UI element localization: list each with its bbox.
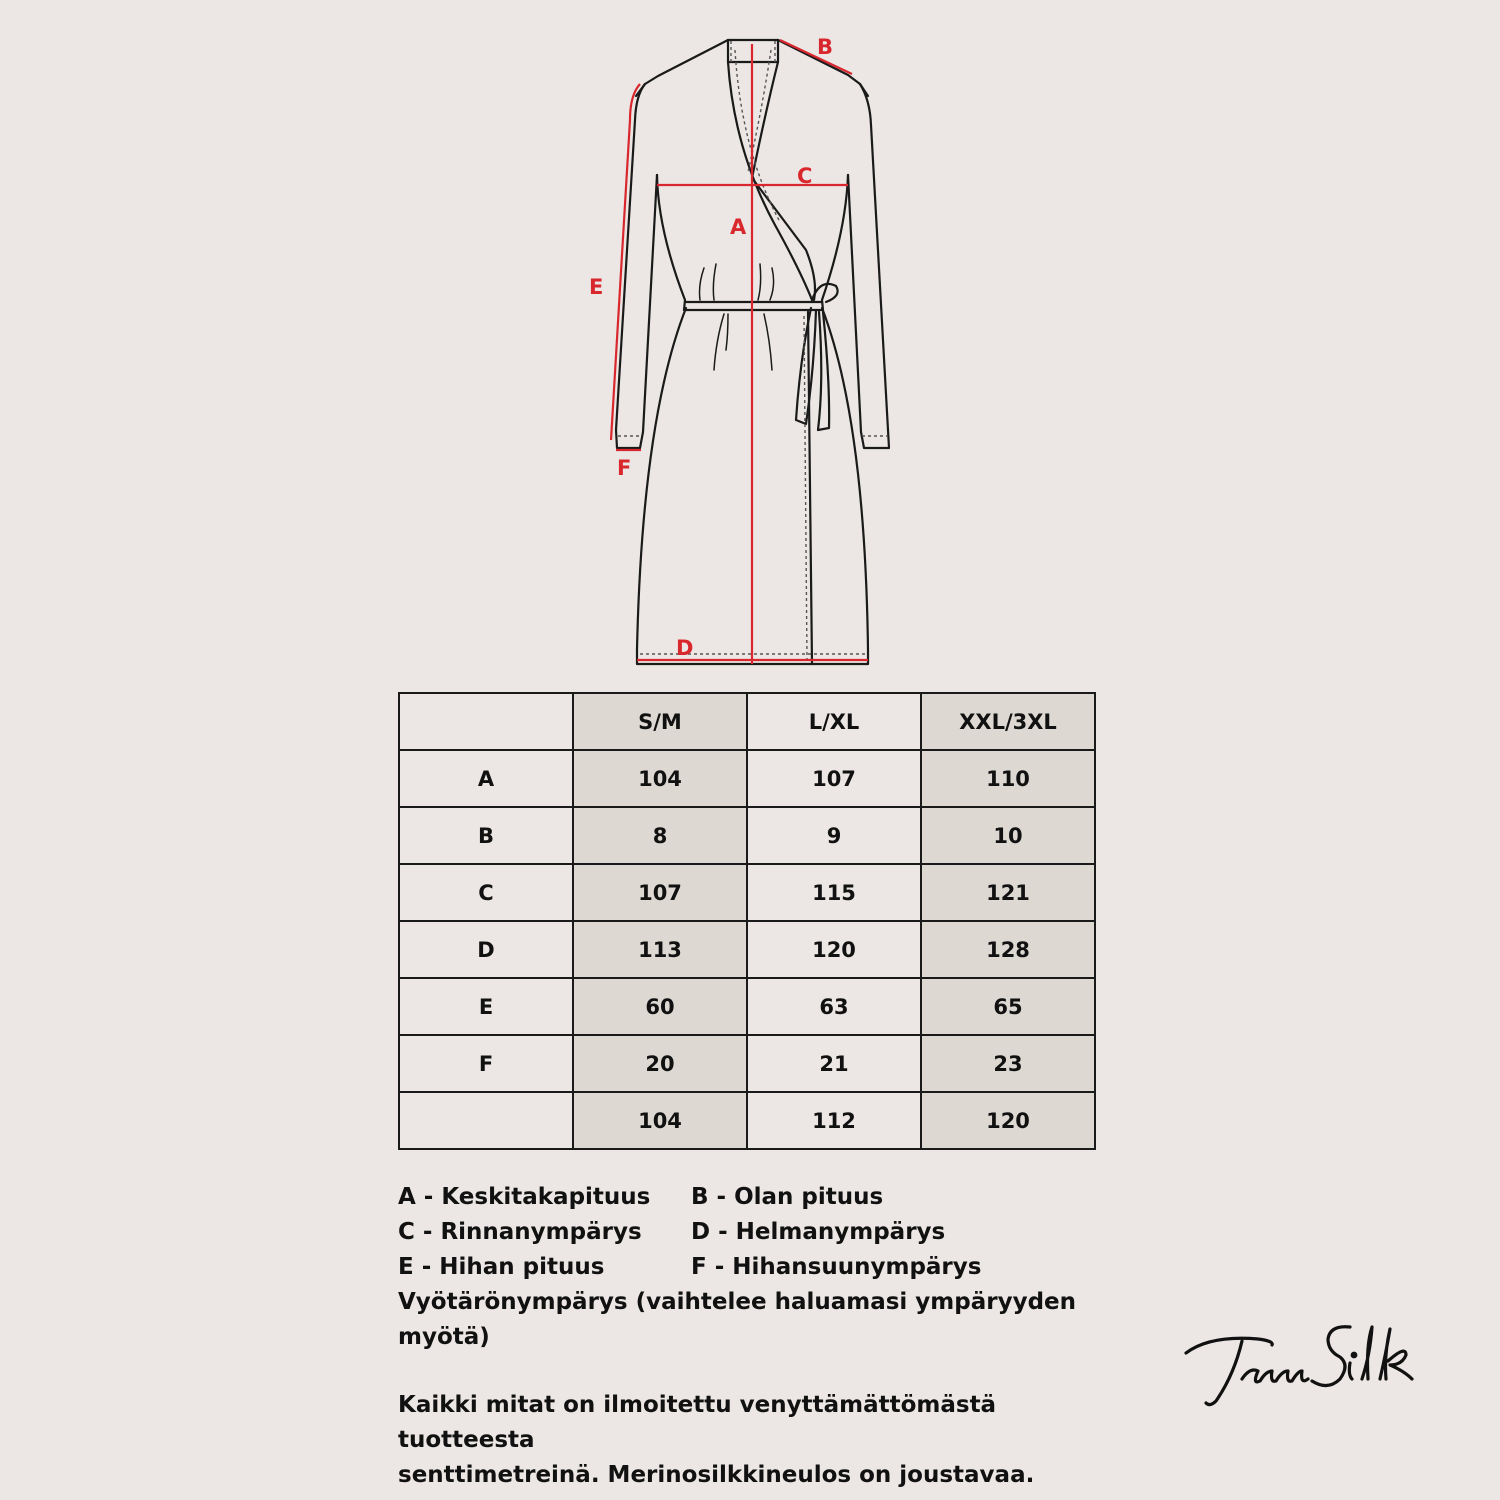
table-cell: 104 (573, 750, 747, 807)
measurement-note (398, 1388, 1118, 1493)
table-row (399, 807, 1095, 864)
legend-item-e: E - Hihan pituus (398, 1254, 605, 1280)
legend-waist-line2: myötä) (398, 1324, 490, 1350)
table-cell: 120 (747, 921, 921, 978)
table-cell: C (399, 864, 573, 921)
signature-logo-icon (1180, 1305, 1420, 1415)
table-cell: B (399, 807, 573, 864)
note-line2: senttimetreinä. Merinosilkkineulos on joustavaa. (398, 1462, 1035, 1488)
legend-waist-line1: Vyötärönympärys (vaihtelee haluamasi ympäryyden (398, 1289, 1077, 1315)
table-cell: 120 (921, 1092, 1095, 1149)
table-row (399, 1035, 1095, 1092)
table-cell: 113 (573, 921, 747, 978)
legend-item-b: B - Olan pituus (691, 1184, 884, 1210)
table-header-row (399, 693, 1095, 750)
label-f: F (617, 456, 632, 480)
table-cell: 110 (921, 750, 1095, 807)
table-header-cell: S/M (573, 693, 747, 750)
size-table (398, 692, 1096, 1150)
table-cell: 10 (921, 807, 1095, 864)
table-cell: 60 (573, 978, 747, 1035)
table-cell: 128 (921, 921, 1095, 978)
table-row (399, 750, 1095, 807)
table-cell (399, 1092, 573, 1149)
label-a: A (730, 215, 747, 239)
table-cell: 107 (747, 750, 921, 807)
note-line1: Kaikki mitat on ilmoitettu venyttämättömästä tuotteesta (398, 1392, 997, 1453)
table-row (399, 1092, 1095, 1149)
table-cell: 112 (747, 1092, 921, 1149)
label-d: D (676, 636, 694, 660)
table-cell: 20 (573, 1035, 747, 1092)
table-cell: F (399, 1035, 573, 1092)
table-header-cell (399, 693, 573, 750)
measurement-legend (398, 1180, 1118, 1355)
label-e: E (589, 275, 604, 299)
table-row (399, 978, 1095, 1035)
table-cell: A (399, 750, 573, 807)
table-header-cell: L/XL (747, 693, 921, 750)
table-cell: 9 (747, 807, 921, 864)
table-row (399, 921, 1095, 978)
legend-item-a: A - Keskitakapituus (398, 1184, 651, 1210)
table-cell: 21 (747, 1035, 921, 1092)
table-cell: 23 (921, 1035, 1095, 1092)
table-cell: D (399, 921, 573, 978)
table-cell: 65 (921, 978, 1095, 1035)
table-cell: 8 (573, 807, 747, 864)
table-cell: 107 (573, 864, 747, 921)
table-cell: 104 (573, 1092, 747, 1149)
table-cell: 121 (921, 864, 1095, 921)
legend-item-d: D - Helmanympärys (691, 1219, 946, 1245)
table-cell: E (399, 978, 573, 1035)
garment-diagram (0, 0, 1500, 690)
table-row (399, 864, 1095, 921)
legend-item-f: F - Hihansuunympärys (691, 1254, 982, 1280)
label-b: B (817, 35, 834, 59)
legend-item-c: C - Rinnanympärys (398, 1219, 642, 1245)
table-cell: 63 (747, 978, 921, 1035)
table-header-cell: XXL/3XL (921, 693, 1095, 750)
table-cell: 115 (747, 864, 921, 921)
label-c: C (797, 164, 813, 188)
